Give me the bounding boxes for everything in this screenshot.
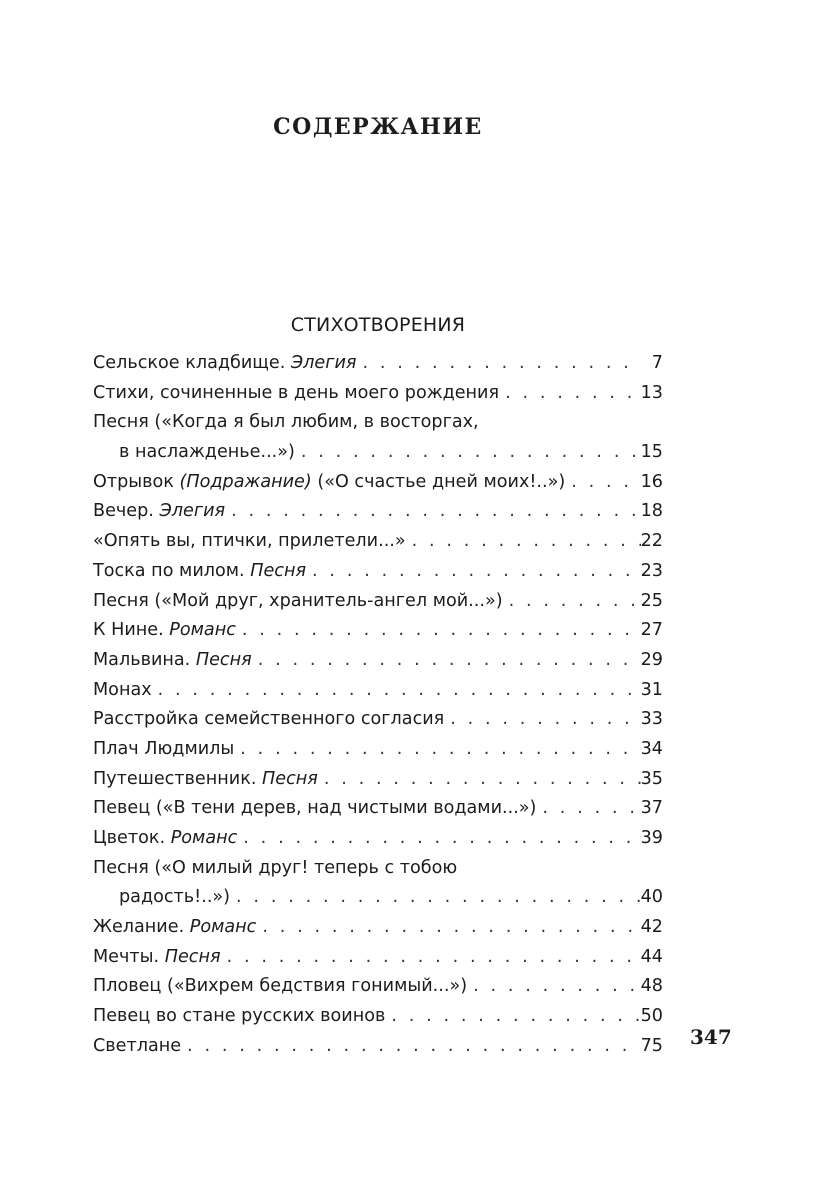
entry-page-number: 16: [640, 471, 663, 492]
entry-page-number: 39: [640, 828, 663, 848]
entry-genre: Романс: [189, 917, 257, 938]
entry-title: Расстройка семейственного согласия: [93, 709, 445, 730]
entry-page-number: 50: [640, 1006, 663, 1027]
entry-title: Вечер.: [93, 501, 160, 522]
toc-entry[interactable]: [93, 379, 663, 409]
entry-title-continuation: в наслажденье...»): [119, 442, 295, 463]
entry-label: [93, 824, 237, 854]
dot-leader: [295, 438, 641, 468]
entry-title: Тоска по милом.: [93, 560, 251, 581]
entry-title: Путешественник.: [93, 768, 263, 789]
dot-leader: [225, 497, 641, 527]
dot-leader: [256, 913, 640, 943]
entry-title: Мальвина.: [93, 649, 196, 670]
entry-page-number: 18: [640, 501, 663, 522]
toc-entry[interactable]: [93, 972, 663, 1002]
dot-leader: [234, 735, 640, 765]
entry-page-number: 40: [640, 887, 663, 908]
dot-leader: [181, 1032, 641, 1062]
dot-leader: [252, 646, 641, 676]
entry-page-number: 7: [651, 353, 663, 373]
entry-genre: Песня: [195, 649, 252, 670]
toc-entry[interactable]: [93, 497, 663, 527]
entry-label: [93, 349, 357, 379]
entry-page-number: 44: [640, 946, 663, 967]
entry-label: [93, 646, 252, 676]
entry-title: Песня («Когда я был любим, в восторгах,: [93, 412, 479, 433]
entry-title: Отрывок: [93, 471, 180, 492]
dot-leader: [221, 943, 641, 973]
dot-leader: [467, 972, 641, 1002]
entry-page-number: 42: [640, 917, 663, 938]
toc-entry[interactable]: [93, 794, 663, 824]
toc-entry[interactable]: [93, 557, 663, 587]
dot-leader: [503, 587, 641, 617]
section-title: СТИХОТВОРЕНИЯ: [290, 314, 466, 336]
toc-entry[interactable]: [93, 1032, 663, 1062]
entry-title: Желание.: [93, 917, 190, 938]
toc-entry[interactable]: [93, 676, 663, 706]
entry-label: [93, 913, 256, 943]
toc-entry[interactable]: [93, 587, 663, 617]
dot-leader: [565, 468, 640, 498]
toc-entry[interactable]: [93, 1002, 663, 1032]
entry-page-number: 35: [640, 768, 663, 789]
entry-first-line: («О счастье дней моих!..»): [311, 471, 566, 492]
entry-title: Светлане: [93, 1035, 182, 1056]
entry-title: Песня («О милый друг! теперь с тобою: [93, 857, 458, 878]
entry-page-number: 33: [640, 709, 663, 730]
entry-page-number: 25: [640, 590, 663, 611]
entry-label: [93, 943, 221, 973]
entry-label: [93, 557, 306, 587]
entry-genre: Песня: [262, 768, 318, 789]
entry-page-number: 29: [640, 649, 663, 670]
dot-leader: [237, 824, 640, 854]
toc-entry[interactable]: [93, 527, 663, 557]
entry-title: Монах: [93, 679, 152, 700]
entry-title: Цветок.: [93, 828, 171, 848]
entry-genre: Песня: [250, 560, 307, 581]
entry-title: К Нине.: [93, 620, 170, 641]
entry-page-number: 75: [640, 1035, 663, 1056]
entry-label: [93, 616, 236, 646]
dot-leader: [536, 794, 640, 824]
toc-entry[interactable]: [93, 349, 663, 379]
dot-leader: [318, 765, 641, 795]
entry-genre: Элегия: [290, 353, 357, 373]
toc-entry[interactable]: [93, 824, 663, 854]
toc-entry[interactable]: [93, 735, 663, 765]
dot-leader: [357, 349, 641, 379]
dot-leader: [236, 616, 641, 646]
dot-leader: [444, 705, 640, 735]
toc-entry[interactable]: [93, 408, 663, 467]
entry-title: Стихи, сочиненные в день моего рождения: [93, 382, 500, 403]
entry-genre: Песня: [164, 946, 221, 967]
dot-leader: [499, 379, 641, 409]
toc-entry[interactable]: [93, 913, 663, 943]
entry-title: Песня («Мой друг, хранитель-ангел мой...»): [93, 590, 503, 611]
entry-label: [93, 468, 565, 498]
dot-leader: [385, 1002, 640, 1032]
entry-genre: Романс: [170, 828, 238, 848]
entry-title: «Опять вы, птички, прилетели...»: [93, 531, 406, 552]
entry-page-number: 48: [640, 976, 663, 997]
dot-leader: [230, 883, 641, 913]
toc-entry[interactable]: [93, 765, 663, 795]
entry-page-number: 13: [640, 382, 663, 403]
entry-title: Плач Людмилы: [93, 738, 235, 759]
entry-title-continuation: радость!..»): [119, 887, 231, 908]
entry-label: [93, 765, 318, 795]
toc-entry[interactable]: [93, 646, 663, 676]
toc-entry[interactable]: [93, 468, 663, 498]
entry-title: Мечты.: [93, 946, 165, 967]
page-number: 347: [690, 1025, 732, 1049]
entry-page-number: 22: [640, 531, 663, 552]
toc-entry[interactable]: [93, 943, 663, 973]
entry-title: Пловец («Вихрем бедствия гонимый...»): [93, 976, 468, 997]
entry-genre: (Подражание): [179, 471, 312, 492]
entry-genre: Элегия: [159, 501, 226, 522]
entry-title: Сельское кладбище.: [93, 353, 291, 373]
toc-entry[interactable]: [93, 616, 663, 646]
entry-page-number: 27: [640, 620, 663, 641]
entry-genre: Романс: [169, 620, 236, 641]
entry-title: Певец во стане русских воинов: [93, 1006, 386, 1027]
entry-label: [93, 497, 225, 527]
entry-title: Певец («В тени дерев, над чистыми водами...»): [93, 798, 537, 819]
dot-leader: [406, 527, 641, 557]
entry-page-number: 23: [640, 560, 663, 581]
table-of-contents: [93, 349, 663, 1062]
toc-entry[interactable]: [93, 705, 663, 735]
dot-leader: [152, 676, 641, 706]
entry-page-number: 37: [640, 798, 663, 819]
entry-page-number: 15: [640, 442, 663, 463]
contents-heading: СОДЕРЖАНИЕ: [273, 114, 483, 140]
dot-leader: [306, 557, 641, 587]
entry-page-number: 34: [640, 738, 663, 759]
toc-entry[interactable]: [93, 854, 663, 913]
entry-page-number: 31: [640, 679, 663, 700]
